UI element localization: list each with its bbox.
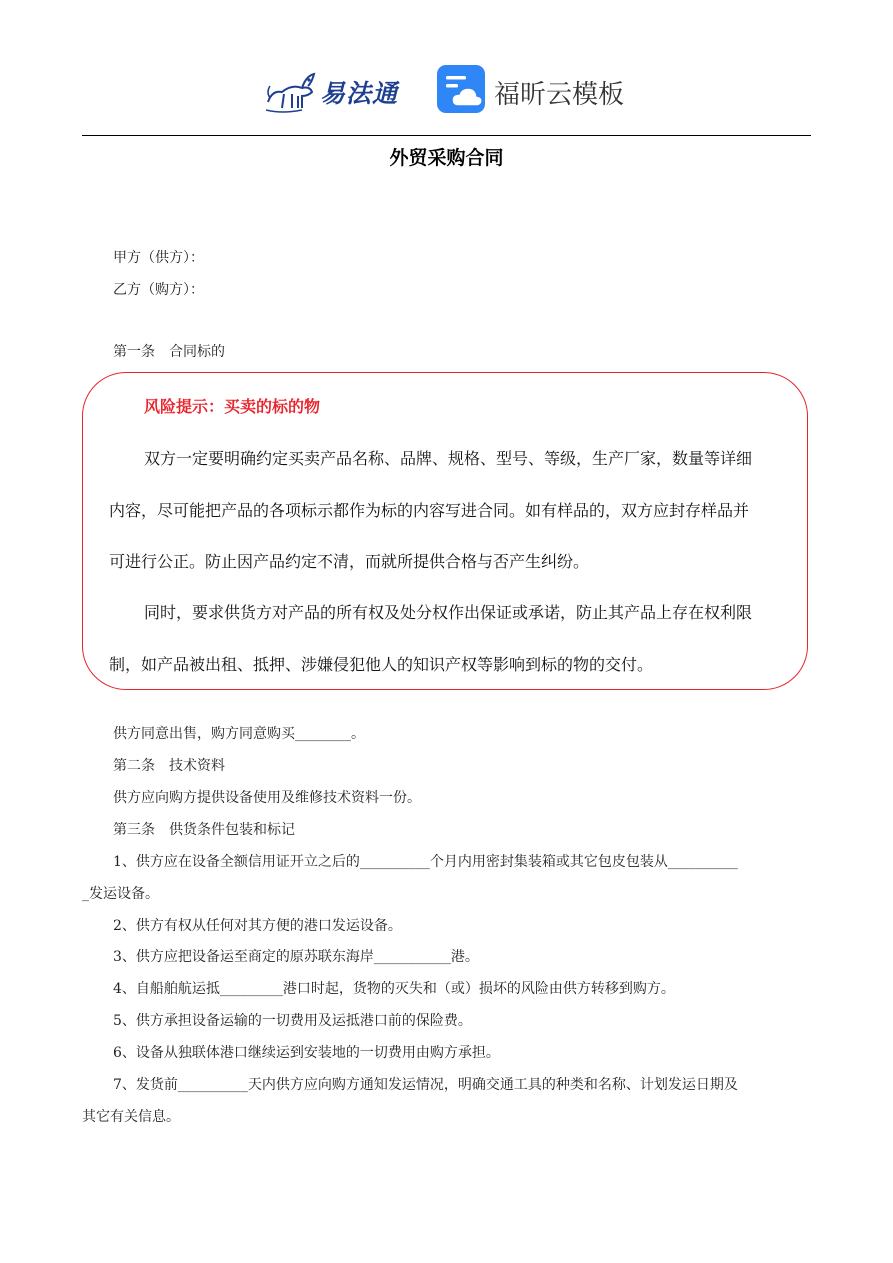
article-2-heading: 第二条 技术资料 [113, 758, 225, 774]
document-title: 外贸采购合同 [389, 147, 504, 169]
clause-1-line: _发运设备。 [82, 886, 159, 902]
party-b-label: 乙方（购方）： [113, 282, 204, 298]
risk-text-line: 同时，要求供货方对产品的所有权及处分权作出保证或承诺，防止其产品上存在权利限 [144, 603, 753, 622]
header-divider [82, 135, 811, 136]
logo1-text: 易法通 [320, 79, 399, 108]
clause-7-line: 7、发货前__________天内供方应向购方通知发运情况，明确交通工具的种类和名称、计划发运日期及 [113, 1077, 738, 1093]
clause-4: 4、自船舶航运抵_________港口时起，货物的灭失和（或）损坏的风险由供方转移到购方。 [113, 981, 675, 997]
fuxin-template-logo [436, 64, 636, 118]
cloud-document-icon [436, 64, 486, 114]
agreement-sentence: 供方同意出售，购方同意购买________。 [113, 726, 365, 742]
risk-text-line: 内容，尽可能把产品的各项标示都作为标的内容写进合同。如有样品的，双方应封存样品并 [109, 501, 750, 520]
risk-text-line: 双方一定要明确约定买卖产品名称、品牌、规格、型号、等级，生产厂家，数量等详细 [144, 449, 753, 468]
party-a-label: 甲方（供方）： [113, 250, 204, 266]
yifatong-logo [262, 62, 412, 118]
risk-notice-title: 风险提示：买卖的标的物 [144, 397, 321, 416]
page-header [0, 60, 893, 124]
clause-7-line: 其它有关信息。 [82, 1109, 180, 1125]
logo2-text: 福昕云模板 [494, 80, 625, 110]
risk-text-line: 制，如产品被出租、抵押、涉嫌侵犯他人的知识产权等影响到标的物的交付。 [109, 655, 654, 674]
article-3-heading: 第三条 供货条件包装和标记 [113, 822, 295, 838]
clause-6: 6、设备从独联体港口继续运到安装地的一切费用由购方承担。 [113, 1045, 500, 1061]
clause-5: 5、供方承担设备运输的一切费用及运抵港口前的保险费。 [113, 1013, 472, 1029]
qilin-emblem-icon [262, 62, 318, 118]
article-2-text: 供方应向购方提供设备使用及维修技术资料一份。 [113, 790, 421, 806]
clause-1-line: 1、供方应在设备全额信用证开立之后的__________个月内用密封集装箱或其它包皮包装从__________ [113, 854, 738, 870]
article-1-heading: 第一条 合同标的 [113, 344, 225, 360]
risk-text-line: 可进行公正。防止因产品约定不清，而就所提供合格与否产生纠纷。 [109, 552, 590, 571]
clause-3: 3、供方应把设备运至商定的原苏联东海岸___________港。 [113, 949, 479, 965]
clause-2: 2、供方有权从任何对其方便的港口发运设备。 [113, 918, 402, 934]
risk-notice-box [82, 372, 808, 690]
